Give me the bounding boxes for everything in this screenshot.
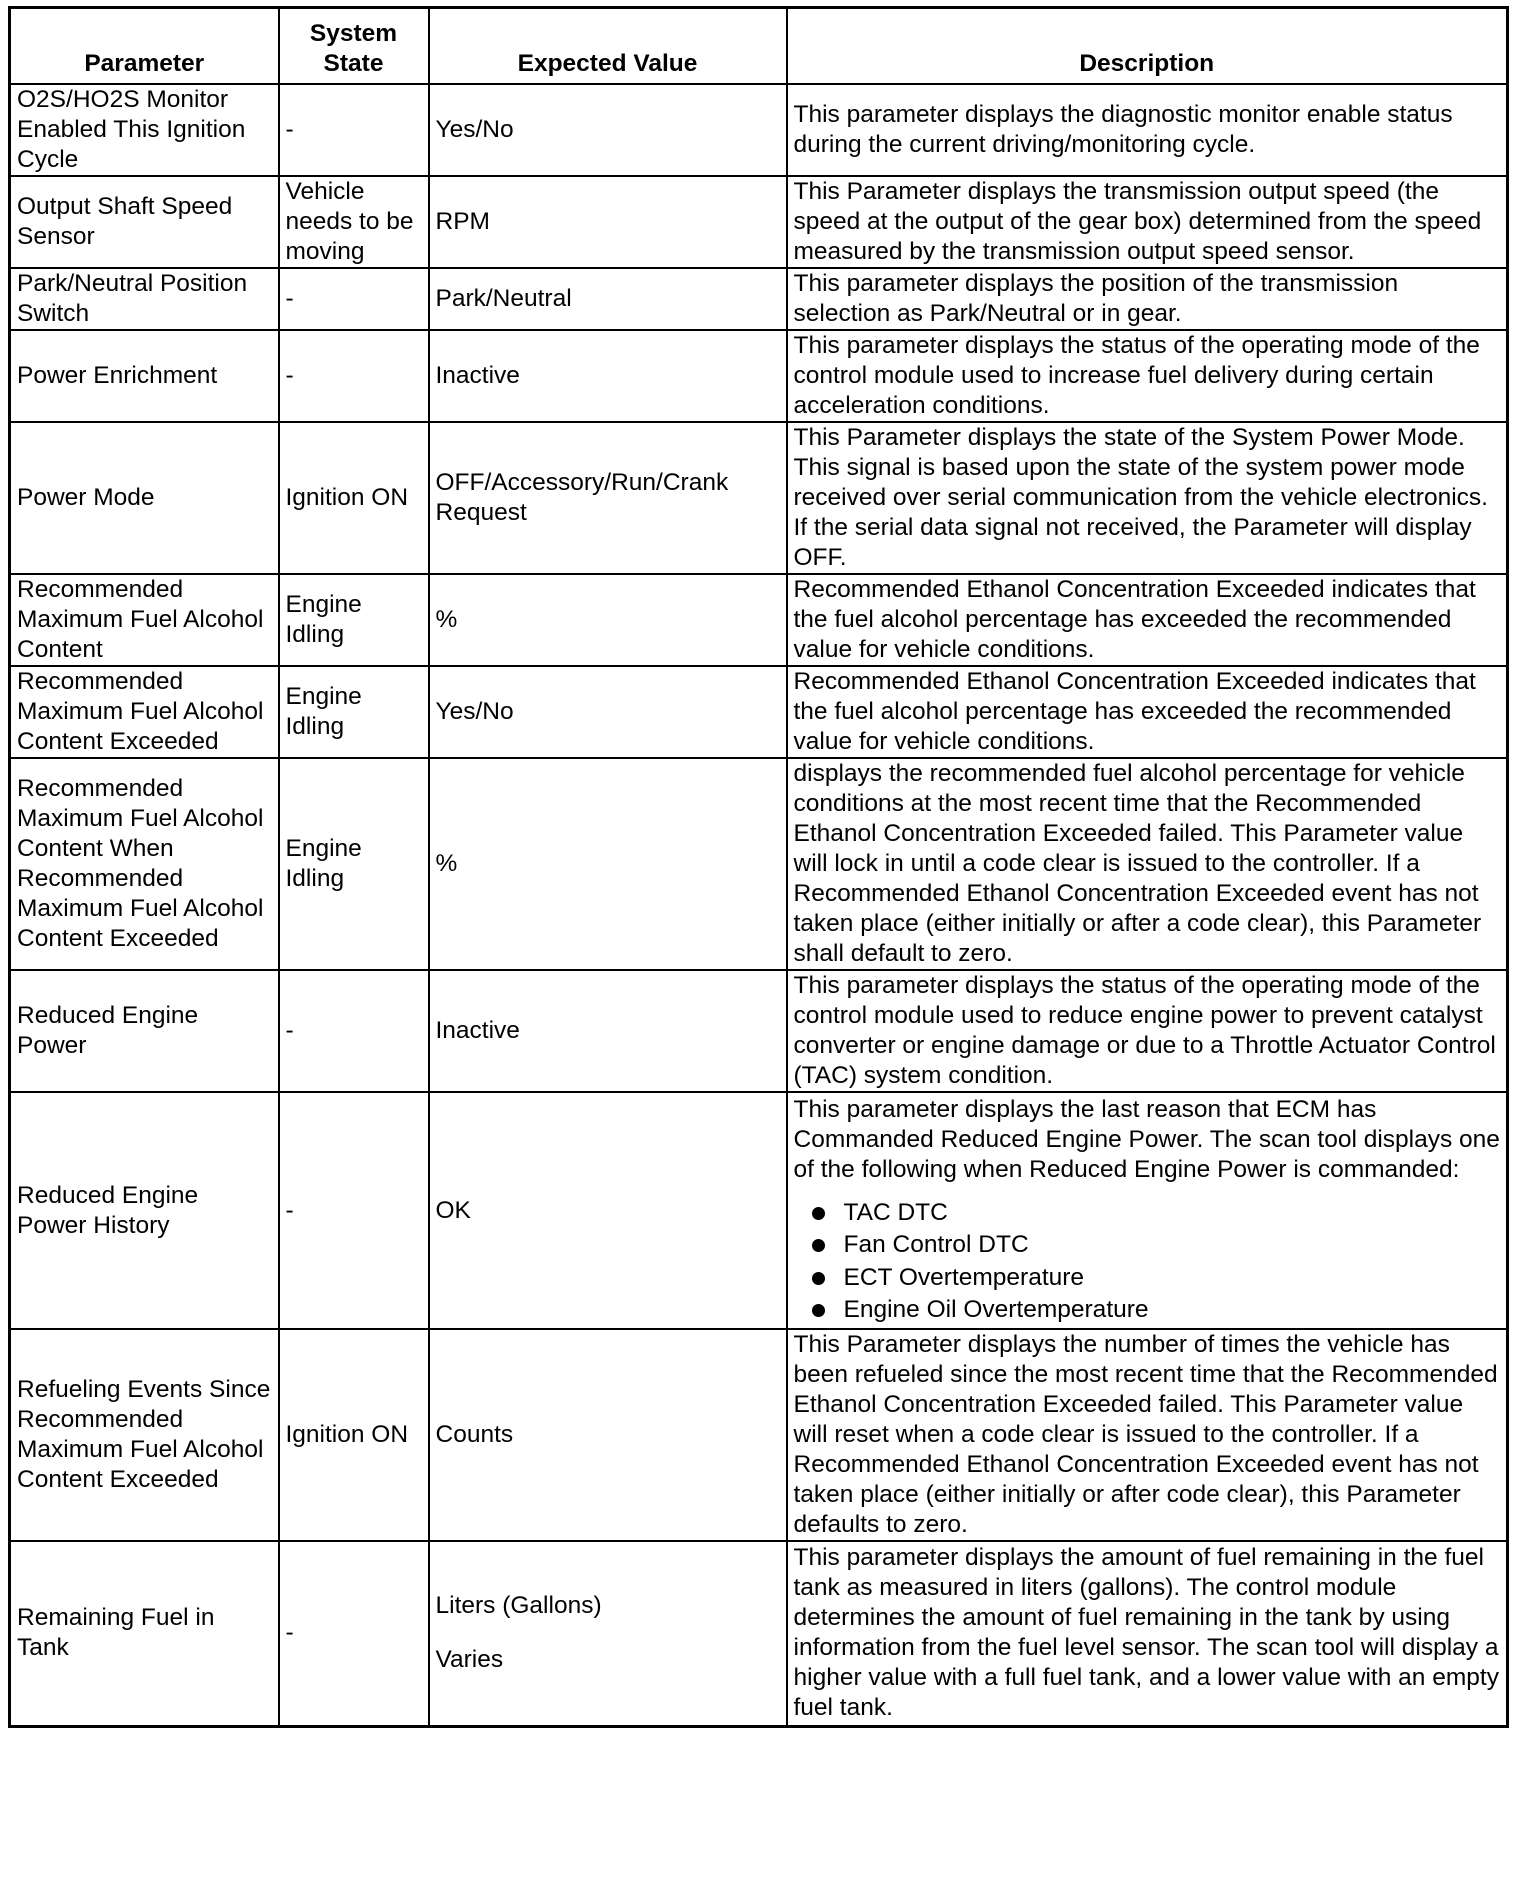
table-row bbox=[10, 268, 1508, 330]
cell-description: This Parameter displays the state of the System Power Mode. This signal is based upon the state of the system power mode received over serial communication from the vehicle electronics. If the serial data signal not received, the Parameter will display OFF. bbox=[787, 422, 1508, 574]
cell-expected-value: Yes/No bbox=[429, 666, 787, 758]
list-item: Fan Control DTC bbox=[812, 1229, 1501, 1262]
table-row bbox=[10, 1329, 1508, 1541]
cell-parameter: Reduced Engine Power bbox=[10, 970, 279, 1092]
expected-value-unit: Liters (Gallons) bbox=[435, 1592, 602, 1620]
cell-parameter: Power Enrichment bbox=[10, 330, 279, 422]
cell-description: Recommended Ethanol Concentration Exceeded indicates that the fuel alcohol percentage has exceeded the recommended value for vehicle conditions. bbox=[787, 574, 1508, 666]
cell-expected-value: % bbox=[429, 574, 787, 666]
table-row bbox=[10, 330, 1508, 422]
header-description: Description bbox=[787, 8, 1508, 85]
cell-expected-value: RPM bbox=[429, 176, 787, 268]
header-system-state: System State bbox=[279, 8, 429, 85]
parameter-table bbox=[8, 6, 1509, 1728]
table-row bbox=[10, 84, 1508, 176]
cell-expected-value bbox=[429, 1541, 787, 1726]
cell-system-state: - bbox=[279, 84, 429, 176]
cell-description: This parameter displays the status of the operating mode of the control module used to reduce engine power to prevent catalyst converter or engine damage or due to a Throttle Actuator Control (TAC) system condition. bbox=[787, 970, 1508, 1092]
cell-system-state: - bbox=[279, 268, 429, 330]
cell-parameter: Reduced Engine Power History bbox=[10, 1092, 279, 1329]
cell-expected-value: Inactive bbox=[429, 970, 787, 1092]
header-expected-value: Expected Value bbox=[429, 8, 787, 85]
cell-parameter: O2S/HO2S Monitor Enabled This Ignition Cycle bbox=[10, 84, 279, 176]
cell-description: This Parameter displays the transmission output speed (the speed at the output of the gear box) determined from the speed measured by the transmission output speed sensor. bbox=[787, 176, 1508, 268]
cell-system-state: Engine Idling bbox=[279, 666, 429, 758]
table-row bbox=[10, 1092, 1508, 1329]
cell-system-state: - bbox=[279, 970, 429, 1092]
table-row bbox=[10, 970, 1508, 1092]
table-row bbox=[10, 422, 1508, 574]
cell-description: This parameter displays the amount of fuel remaining in the fuel tank as measured in liters (gallons). The control module determines the amount of fuel remaining in the tank by using information from the fuel level sensor. The scan tool will display a higher value with a full fuel tank, and a lower value with an empty fuel tank. bbox=[787, 1541, 1508, 1726]
cell-system-state: - bbox=[279, 1092, 429, 1329]
header-row bbox=[10, 8, 1508, 85]
list-item: Engine Oil Overtemperature bbox=[812, 1294, 1501, 1327]
cell-parameter: Refueling Events Since Recommended Maximum Fuel Alcohol Content Exceeded bbox=[10, 1329, 279, 1541]
reason-list bbox=[794, 1197, 1501, 1327]
list-item: ECT Overtemperature bbox=[812, 1262, 1501, 1295]
cell-description: This parameter displays the status of the operating mode of the control module used to increase fuel delivery during certain acceleration conditions. bbox=[787, 330, 1508, 422]
cell-expected-value: % bbox=[429, 758, 787, 970]
cell-description: Recommended Ethanol Concentration Exceeded indicates that the fuel alcohol percentage has exceeded the recommended value for vehicle conditions. bbox=[787, 666, 1508, 758]
cell-expected-value: Counts bbox=[429, 1329, 787, 1541]
cell-system-state: Ignition ON bbox=[279, 422, 429, 574]
expected-value-note: Varies bbox=[435, 1646, 504, 1674]
cell-description bbox=[787, 1092, 1508, 1329]
table-row bbox=[10, 176, 1508, 268]
cell-description: This parameter displays the position of the transmission selection as Park/Neutral or in gear. bbox=[787, 268, 1508, 330]
cell-parameter: Power Mode bbox=[10, 422, 279, 574]
cell-parameter: Recommended Maximum Fuel Alcohol Content Exceeded bbox=[10, 666, 279, 758]
cell-description: displays the recommended fuel alcohol percentage for vehicle conditions at the most recent time that the Recommended Ethanol Concentration Exceeded failed. This Parameter value will lock in until a code clear is issued to the controller. If a Recommended Ethanol Concentration Exceeded event has not taken place (either initially or after a code clear), this Parameter shall default to zero. bbox=[787, 758, 1508, 970]
cell-description: This parameter displays the diagnostic monitor enable status during the current driving/monitoring cycle. bbox=[787, 84, 1508, 176]
cell-parameter: Remaining Fuel in Tank bbox=[10, 1541, 279, 1726]
cell-system-state: Vehicle needs to be moving bbox=[279, 176, 429, 268]
list-item: TAC DTC bbox=[812, 1197, 1501, 1230]
table-row bbox=[10, 574, 1508, 666]
cell-parameter: Recommended Maximum Fuel Alcohol Content bbox=[10, 574, 279, 666]
cell-parameter: Recommended Maximum Fuel Alcohol Content When Recommended Maximum Fuel Alcohol Content Exceeded bbox=[10, 758, 279, 970]
cell-parameter: Output Shaft Speed Sensor bbox=[10, 176, 279, 268]
header-parameter: Parameter bbox=[10, 8, 279, 85]
parameter-table-page bbox=[8, 6, 1506, 1728]
cell-system-state: Ignition ON bbox=[279, 1329, 429, 1541]
cell-description: This Parameter displays the number of times the vehicle has been refueled since the most recent time that the Recommended Ethanol Concentration Exceeded failed. This Parameter value will reset when a code clear is issued to the controller. If a Recommended Ethanol Concentration Exceeded event has not taken place (either initially or after code clear), this Parameter defaults to zero. bbox=[787, 1329, 1508, 1541]
cell-system-state: Engine Idling bbox=[279, 758, 429, 970]
cell-system-state: Engine Idling bbox=[279, 574, 429, 666]
description-text: This parameter displays the last reason that ECM has Commanded Reduced Engine Power. The scan tool displays one of the following when Reduced Engine Power is commanded: bbox=[793, 1095, 1500, 1183]
cell-expected-value: OK bbox=[429, 1092, 787, 1329]
cell-expected-value: Inactive bbox=[429, 330, 787, 422]
cell-expected-value: Park/Neutral bbox=[429, 268, 787, 330]
cell-expected-value: OFF/Accessory/Run/Crank Request bbox=[429, 422, 787, 574]
cell-parameter: Park/Neutral Position Switch bbox=[10, 268, 279, 330]
table-row bbox=[10, 666, 1508, 758]
table-row bbox=[10, 758, 1508, 970]
cell-expected-value: Yes/No bbox=[429, 84, 787, 176]
cell-system-state: - bbox=[279, 1541, 429, 1726]
table-row bbox=[10, 1541, 1508, 1726]
cell-system-state: - bbox=[279, 330, 429, 422]
